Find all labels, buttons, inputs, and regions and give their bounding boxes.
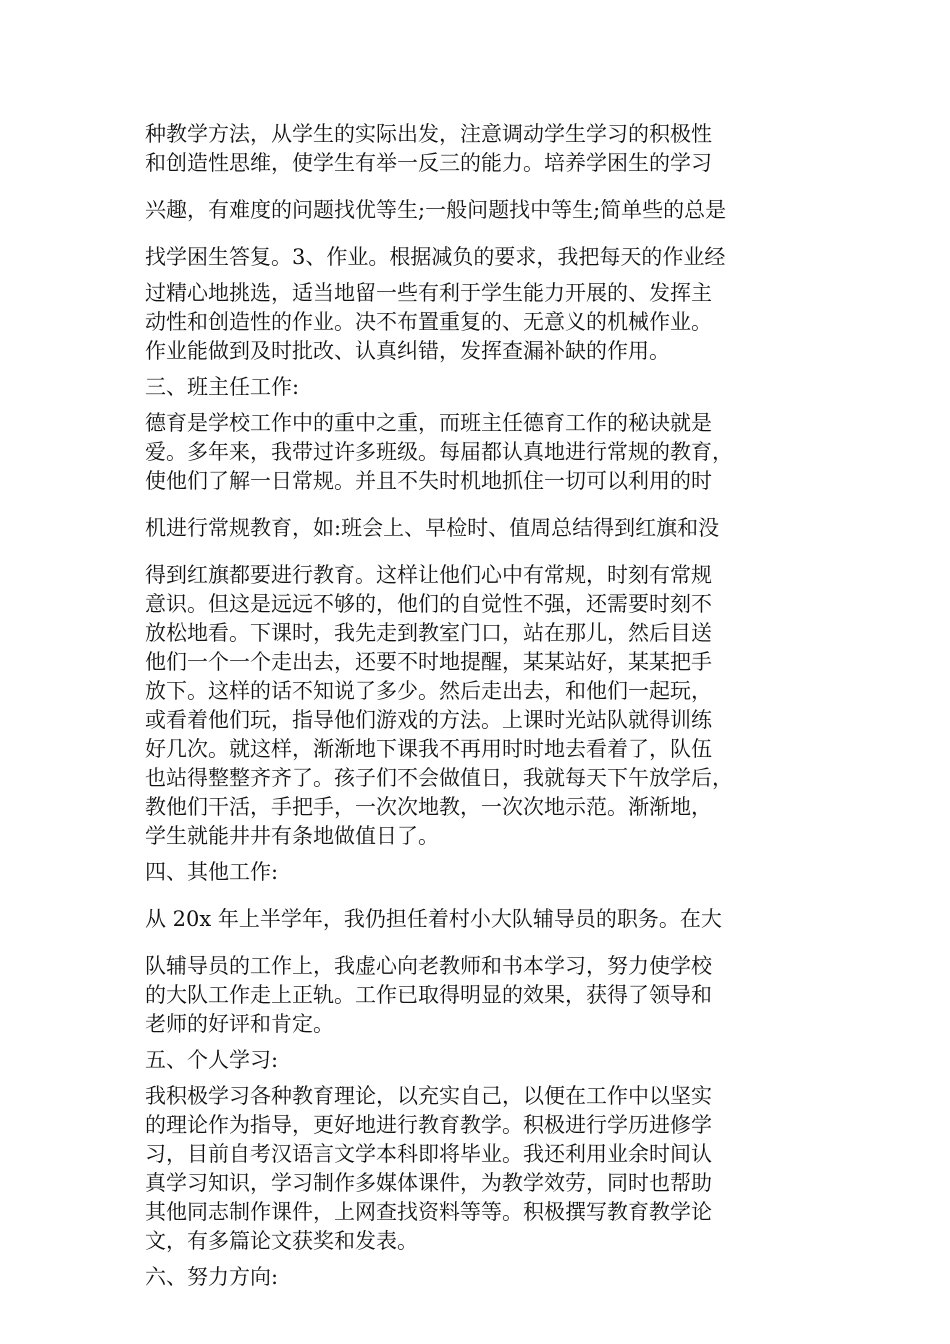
text-line: 放下。这样的话不知说了多少。然后走出去，和他们一起玩， — [145, 679, 712, 703]
text-line: 的大队工作走上正轨。工作已取得明显的效果，获得了领导和 — [145, 983, 712, 1007]
text-line: 学生就能井井有条地做值日了。 — [145, 824, 439, 848]
section-heading-class-teacher: 三、班主任工作: — [145, 375, 300, 399]
text-line: 动性和创造性的作业。决不布置重复的、无意义的机械作业。 — [145, 310, 712, 334]
text-line: 也站得整整齐齐了。孩子们不会做值日，我就每天下午放学后， — [145, 766, 733, 790]
text-line: 和创造性思维，使学生有举一反三的能力。培养学困生的学习 — [145, 151, 712, 175]
text-line: 教他们干活，手把手，一次次地教，一次次地示范。渐渐地， — [145, 795, 712, 819]
text-line: 好几次。就这样，渐渐地下课我不再用时时地去看着了，队伍 — [145, 737, 712, 761]
text-line: 文，有多篇论文获奖和发表。 — [145, 1229, 418, 1253]
text-line: 使他们了解一日常规。并且不失时机地抓住一切可以利用的时 — [145, 469, 712, 493]
text-line: 或看着他们玩，指导他们游戏的方法。上课时光站队就得训练 — [145, 708, 712, 732]
text-line: 放松地看。下课时，我先走到教室门口，站在那儿，然后目送 — [145, 621, 712, 645]
text-line: 老师的好评和肯定。 — [145, 1012, 334, 1036]
text-line: 我积极学习各种教育理论，以充实自己，以便在工作中以坚实 — [145, 1084, 712, 1108]
text-line: 队辅导员的工作上，我虚心向老教师和书本学习，努力使学校 — [145, 954, 712, 978]
text-line: 种教学方法，从学生的实际出发，注意调动学生学习的积极性 — [145, 122, 712, 146]
text-line: 他们一个一个走出去，还要不时地提醒，某某站好，某某把手 — [145, 650, 712, 674]
section-heading-personal-study: 五、个人学习: — [145, 1048, 279, 1072]
text-line: 兴趣，有难度的问题找优等生;一般问题找中等生;简单些的总是 — [145, 198, 727, 222]
text-line: 过精心地挑选，适当地留一些有利于学生能力开展的、发挥主 — [145, 281, 712, 305]
text-line: 得到红旗都要进行教育。这样让他们心中有常规，时刻有常规 — [145, 563, 712, 587]
text-line: 的理论作为指导，更好地进行教育教学。积极进行学历进修学 — [145, 1113, 712, 1137]
text-line: 从 20x 年上半学年，我仍担任着村小大队辅导员的职务。在大 — [145, 907, 722, 931]
document-body — [145, 122, 810, 1290]
text-line: 其他同志制作课件，上网查找资料等等。积极撰写教育教学论 — [145, 1200, 712, 1224]
text-line: 德育是学校工作中的重中之重，而班主任德育工作的秘诀就是 — [145, 411, 712, 435]
text-line: 习，目前自考汉语言文学本科即将毕业。我还利用业余时间认 — [145, 1142, 712, 1166]
text-line: 真学习知识，学习制作多媒体课件，为教学效劳，同时也帮助 — [145, 1171, 712, 1195]
text-line: 爱。多年来，我带过许多班级。每届都认真地进行常规的教育， — [145, 440, 733, 464]
text-line: 作业能做到及时批改、认真纠错，发挥查漏补缺的作用。 — [145, 339, 670, 363]
section-heading-direction: 六、努力方向: — [145, 1265, 279, 1289]
section-heading-other-work: 四、其他工作: — [145, 860, 279, 884]
text-line: 意识。但这是远远不够的，他们的自觉性不强，还需要时刻不 — [145, 592, 712, 616]
text-line: 找学困生答复。3、作业。根据减负的要求，我把每天的作业经 — [145, 245, 726, 269]
text-line: 机进行常规教育，如:班会上、早检时、值周总结得到红旗和没 — [145, 516, 720, 540]
